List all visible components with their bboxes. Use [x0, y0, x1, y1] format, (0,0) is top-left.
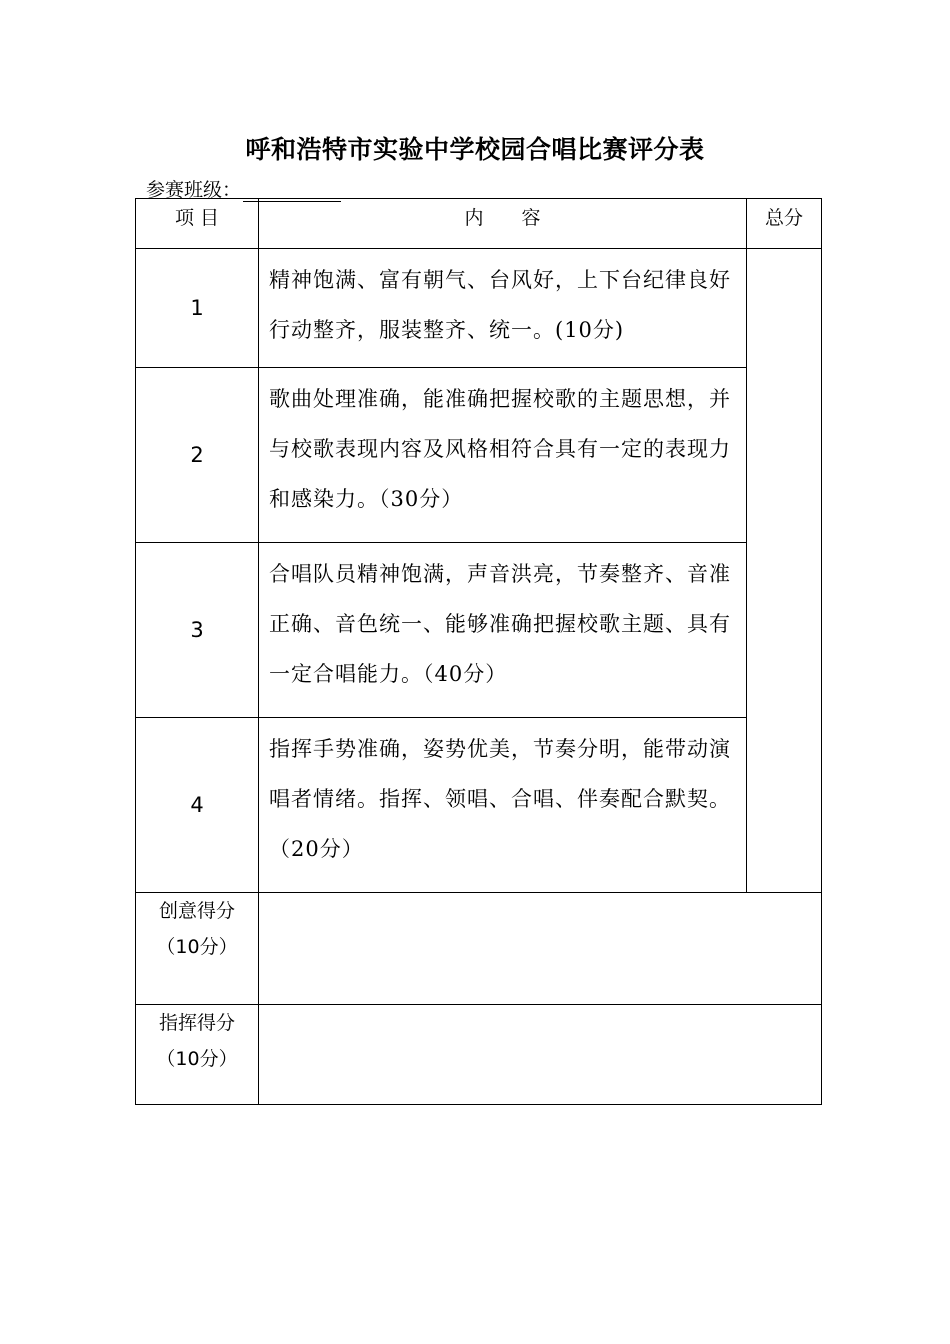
- creative-score-label: 创意得分 （10分）: [136, 893, 259, 1005]
- row-content: 合唱队员精神饱满，声音洪亮，节奏整齐、音准正确、音色统一、能够准确把握校歌主题、具有一定合唱能力。（40分）: [259, 543, 747, 718]
- total-score-cell[interactable]: [747, 249, 822, 893]
- header-row: [136, 199, 822, 249]
- header-item: 项 目: [136, 199, 259, 249]
- row-content: 指挥手势准确，姿势优美，节奏分明，能带动演唱者情绪。指挥、领唱、合唱、伴奏配合默契。（20分）: [259, 718, 747, 893]
- row-content: 歌曲处理准确，能准确把握校歌的主题思想，并与校歌表现内容及风格相符合具有一定的表现力和感染力。（30分）: [259, 368, 747, 543]
- header-total: 总分: [747, 199, 822, 249]
- row-number: 1: [136, 249, 259, 368]
- class-label: 参赛班级：: [146, 179, 242, 201]
- creative-score-cell[interactable]: [259, 893, 822, 1005]
- row-content: 精神饱满、富有朝气、台风好，上下台纪律良好行动整齐，服装整齐、统一。(10分): [259, 249, 747, 368]
- conductor-score-cell[interactable]: [259, 1005, 822, 1105]
- extra-row-creative: [136, 893, 822, 1005]
- row-number: 2: [136, 368, 259, 543]
- conductor-score-label: 指挥得分 （10分）: [136, 1005, 259, 1105]
- row-number: 4: [136, 718, 259, 893]
- extra-row-conductor: [136, 1005, 822, 1105]
- page-title: 呼和浩特市实验中学校园合唱比赛评分表: [245, 135, 705, 164]
- table-row: [136, 368, 822, 543]
- table-row: [136, 249, 822, 368]
- row-number: 3: [136, 543, 259, 718]
- table-row: [136, 718, 822, 893]
- score-table: [135, 198, 822, 1105]
- header-content: 内 容: [259, 199, 747, 249]
- table-row: [136, 543, 822, 718]
